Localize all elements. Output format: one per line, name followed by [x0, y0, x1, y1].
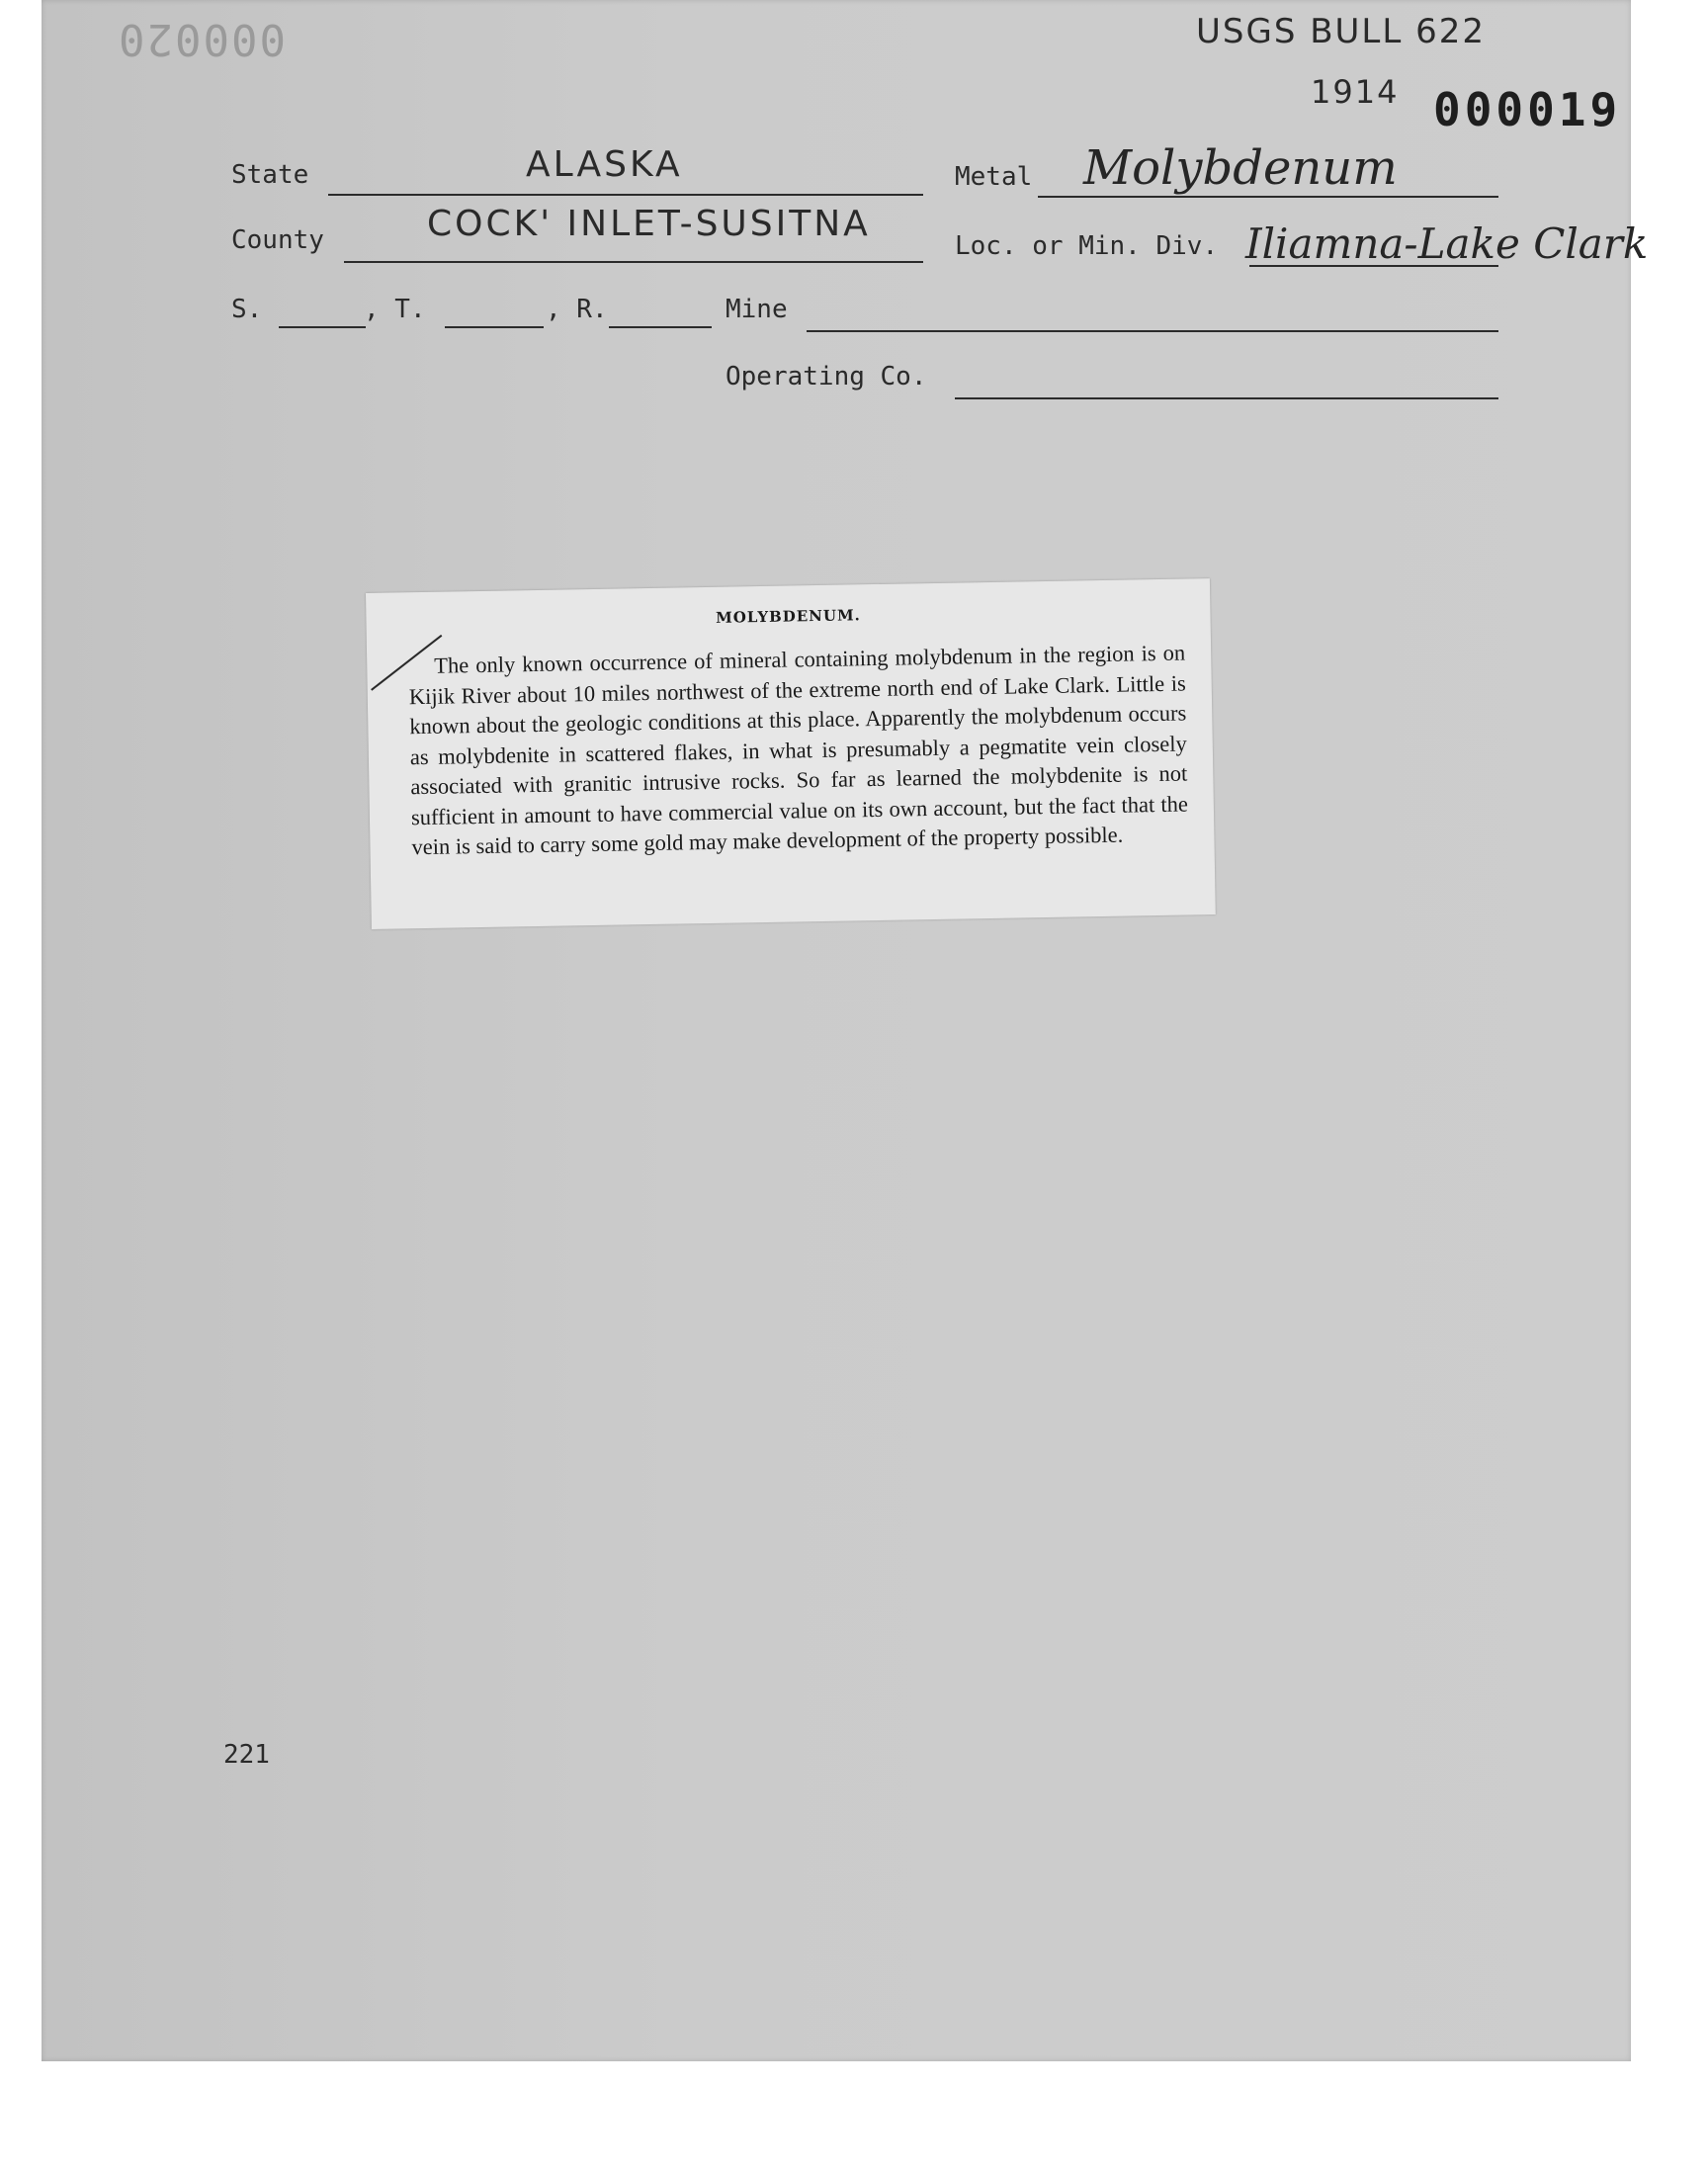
check-mark — [367, 632, 447, 696]
bleed-through-stamp: 000020 — [117, 14, 286, 64]
township-line — [445, 326, 544, 328]
range-label: , R. — [546, 295, 608, 324]
county-value: COCK' INLET-SUSITNA — [427, 204, 871, 244]
mine-label: Mine — [726, 295, 788, 324]
operating-co-line — [955, 397, 1498, 399]
metal-label: Metal — [955, 162, 1033, 192]
state-value: ALASKA — [526, 144, 683, 185]
mine-line — [807, 330, 1498, 332]
page-number: 221 — [223, 1740, 270, 1770]
loc-label: Loc. or Min. Div. — [955, 231, 1219, 261]
section-label: S. — [231, 295, 263, 324]
state-line — [328, 194, 923, 196]
township-label: , T. — [364, 295, 426, 324]
county-line — [344, 261, 923, 263]
metal-value: Molybdenum — [1083, 140, 1398, 196]
serial-number: 000019 — [1433, 83, 1622, 136]
loc-value: Iliamna-Lake Clark — [1245, 219, 1649, 268]
section-line — [279, 326, 366, 328]
source-reference: USGS BULL 622 — [1196, 12, 1487, 51]
state-label: State — [231, 160, 309, 190]
index-card — [42, 0, 1631, 2061]
text-clipping — [366, 578, 1216, 929]
county-label: County — [231, 225, 324, 255]
clipping-body: The only known occurrence of mineral containing molybdenum in the region is on Kijik River about 10 miles northwest of the extreme north end of Lake Clark. Little is known about the geologic conditions at this place. Apparently the molybdenum occurs as molybdenite in scattered flakes, in what is presumably a pegmatite vein closely associated with granitic intrusive rocks. So far as learned the molybdenite is not sufficient in amount to have commercial value on its own account, but the fact that the vein is said to carry some gold may make development of the property possible. — [408, 640, 1189, 860]
metal-line — [1038, 196, 1498, 198]
year: 1914 — [1311, 73, 1400, 111]
clipping-title: MOLYBDENUM. — [715, 606, 861, 627]
operating-co-label: Operating Co. — [726, 362, 927, 392]
range-line — [609, 326, 712, 328]
